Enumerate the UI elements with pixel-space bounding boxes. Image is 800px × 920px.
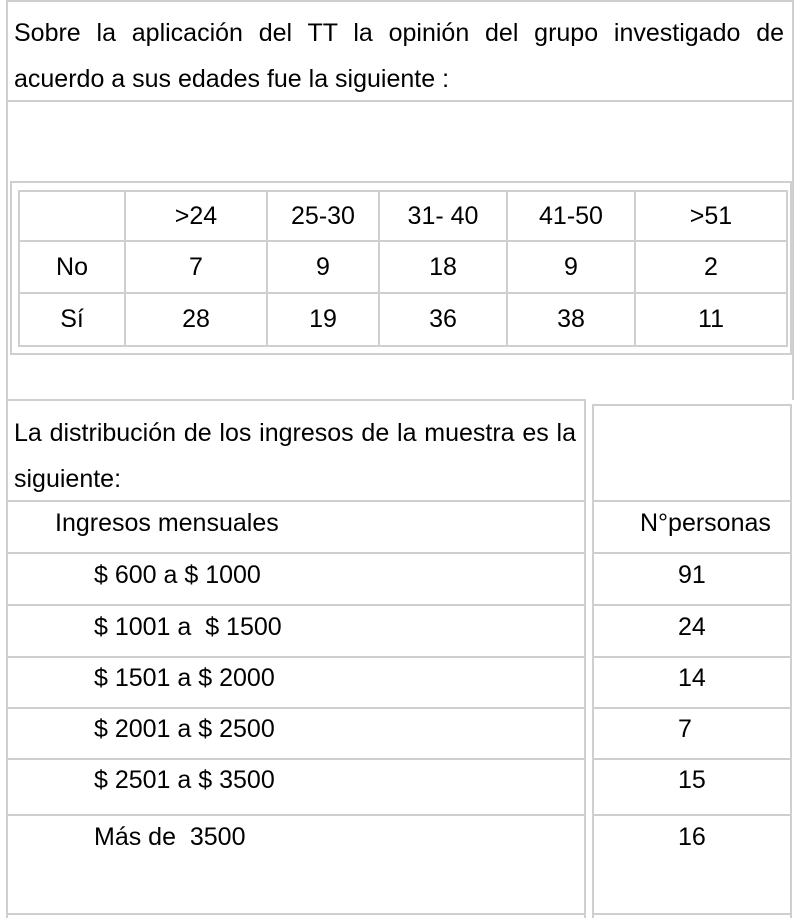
income-header-count: N°personas: [640, 509, 771, 537]
age-cell: 38: [506, 292, 636, 347]
row-separator: [6, 707, 586, 709]
age-row-label-si: Sí: [18, 292, 126, 347]
age-header-empty: [18, 190, 126, 242]
income-range: $ 2001 a $ 2500: [94, 715, 275, 743]
row-separator: [592, 604, 792, 606]
intro-paragraph: Sobre la aplicación del TT la opinión del grupo investigado de acuerdo a sus edades fue la siguiente :: [14, 19, 784, 93]
age-header-3: 31- 40: [378, 190, 508, 242]
income-count: 15: [678, 766, 706, 794]
age-cell: 2: [634, 240, 788, 294]
row-separator: [592, 656, 792, 658]
count-top-border: [592, 404, 792, 406]
row-separator: [6, 552, 586, 554]
bottom-border: [592, 913, 792, 915]
age-cell: 9: [266, 240, 380, 294]
income-range: $ 1501 a $ 2000: [94, 664, 275, 692]
row-separator: [592, 552, 792, 554]
income-count: 14: [678, 664, 706, 692]
age-cell: 9: [506, 240, 636, 294]
row-separator: [592, 814, 792, 816]
row-separator: [6, 604, 586, 606]
row-separator: [6, 656, 586, 658]
count-right-border: [790, 404, 792, 918]
income-range: Más de 3500: [94, 823, 246, 851]
income-count: 24: [678, 613, 706, 641]
left-border: [6, 0, 8, 400]
income-range: $ 1001 a $ 1500: [94, 613, 282, 641]
age-cell: 18: [378, 240, 508, 294]
income-header-range: Ingresos mensuales: [55, 509, 279, 537]
right-border: [792, 0, 794, 400]
income-range: $ 600 a $ 1000: [94, 561, 261, 589]
age-header-2: 25-30: [266, 190, 380, 242]
age-cell: 11: [634, 292, 788, 347]
age-cell: 28: [124, 292, 268, 347]
age-row-label-no: No: [18, 240, 126, 294]
row-separator: [592, 707, 792, 709]
age-header-1: >24: [124, 190, 268, 242]
income-left-border: [6, 400, 8, 918]
count-left-border: [592, 404, 594, 918]
row-separator: [6, 814, 586, 816]
age-header-4: 41-50: [506, 190, 636, 242]
age-cell: 36: [378, 292, 508, 347]
income-count: 7: [678, 715, 692, 743]
income-mid-border: [584, 400, 586, 918]
row-separator: [592, 500, 792, 502]
age-cell: 7: [124, 240, 268, 294]
income-count: 16: [678, 823, 706, 851]
row-separator: [6, 758, 586, 760]
income-intro: La distribución de los ingresos de la muestra es la siguiente:: [14, 419, 576, 493]
income-count: 91: [678, 561, 706, 589]
top-border: [6, 0, 794, 2]
age-cell: 19: [266, 292, 380, 347]
row-separator: [6, 500, 586, 502]
bottom-border: [6, 913, 586, 915]
income-range: $ 2501 a $ 3500: [94, 766, 275, 794]
divider-2: [6, 399, 586, 401]
row-separator: [592, 758, 792, 760]
age-header-5: >51: [634, 190, 788, 242]
